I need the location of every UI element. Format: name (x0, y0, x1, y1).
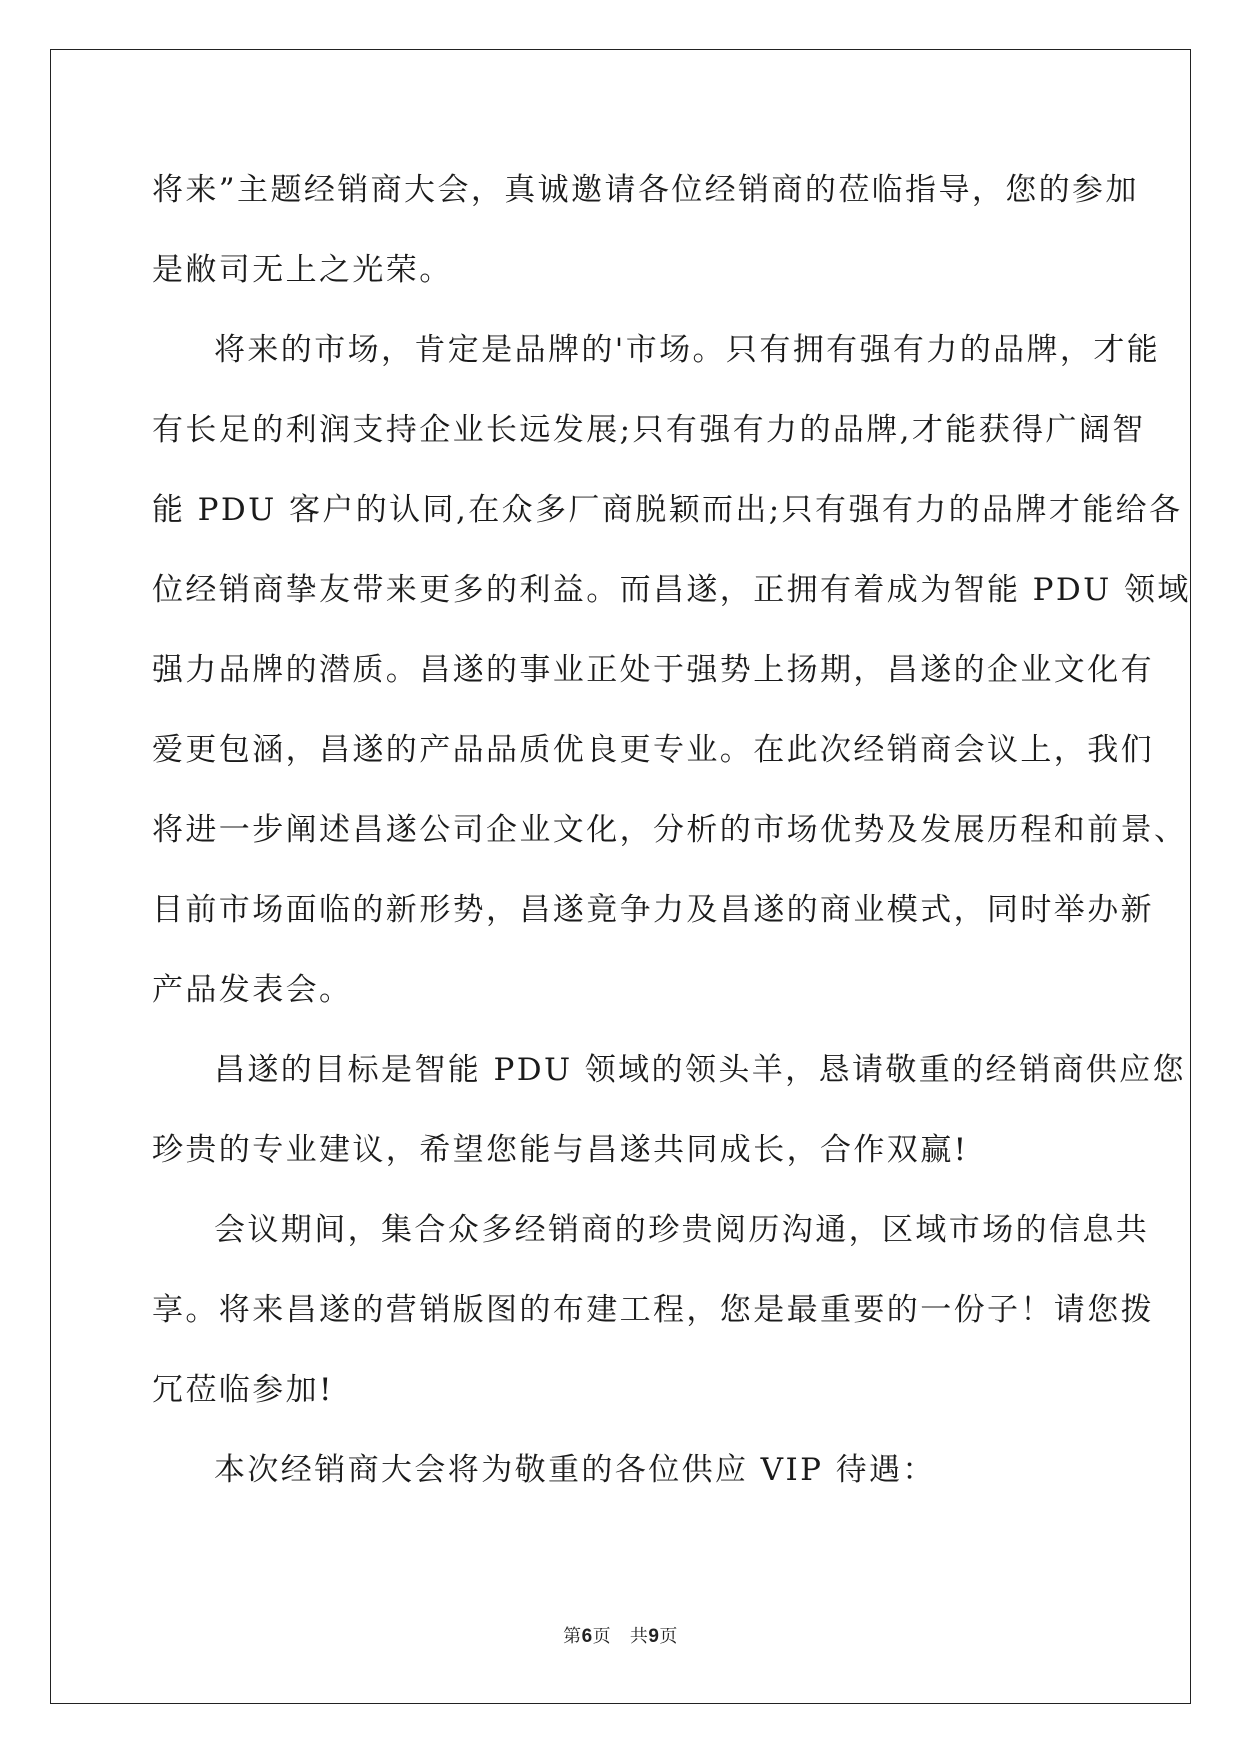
text-line: 强力品牌的潜质。昌遂的事业正处于强势上扬期，昌遂的企业文化有 (152, 652, 1154, 688)
paragraph-start: 会议期间，集合众多经销商的珍贵阅历沟通，区域市场的信息共 (214, 1212, 1150, 1248)
text-line: 爱更包涵，昌遂的产品品质优良更专业。在此次经销商会议上，我们 (152, 732, 1154, 768)
paragraph-start: 昌遂的目标是智能 PDU 领域的领头羊，恳请敬重的经销商供应您 (214, 1052, 1186, 1088)
paragraph-start: 本次经销商大会将为敬重的各位供应 VIP 待遇： (214, 1452, 936, 1488)
total-prefix: 共 (629, 1626, 649, 1647)
text-line: 享。将来昌遂的营销版图的布建工程，您是最重要的一份子！请您拨 (152, 1292, 1154, 1328)
text-line: 将来”主题经销商大会，真诚邀请各位经销商的莅临指导，您的参加 (152, 172, 1139, 208)
total-suffix: 页 (659, 1626, 678, 1647)
text-line: 冗莅临参加! (152, 1372, 334, 1408)
text-line: 珍贵的专业建议，希望您能与昌遂共同成长，合作双赢! (152, 1132, 969, 1168)
total-page-number: 9 (648, 1626, 660, 1647)
page-prefix: 第 (563, 1626, 582, 1647)
current-page-number: 6 (581, 1626, 593, 1647)
page-number-footer (0, 1622, 1241, 1648)
text-line: 是敝司无上之光荣。 (152, 252, 453, 288)
text-line: 能 PDU 客户的认同,在众多厂商脱颖而出;只有强有力的品牌才能给各 (152, 492, 1183, 528)
text-line: 有长足的利润支持企业长远发展;只有强有力的品牌,才能获得广阔智 (152, 412, 1146, 448)
text-line: 将进一步阐述昌遂公司企业文化，分析的市场优势及发展历程和前景、 (152, 812, 1188, 848)
text-line: 位经销商挚友带来更多的利益。而昌遂，正拥有着成为智能 PDU 领域 (152, 572, 1191, 608)
text-line: 产品发表会。 (152, 972, 353, 1008)
text-line: 目前市场面临的新形势，昌遂竟争力及昌遂的商业模式，同时举办新 (152, 892, 1154, 928)
paragraph-start: 将来的市场，肯定是品牌的'市场。只有拥有强有力的品牌，才能 (214, 332, 1161, 368)
page-suffix: 页 (592, 1626, 612, 1647)
